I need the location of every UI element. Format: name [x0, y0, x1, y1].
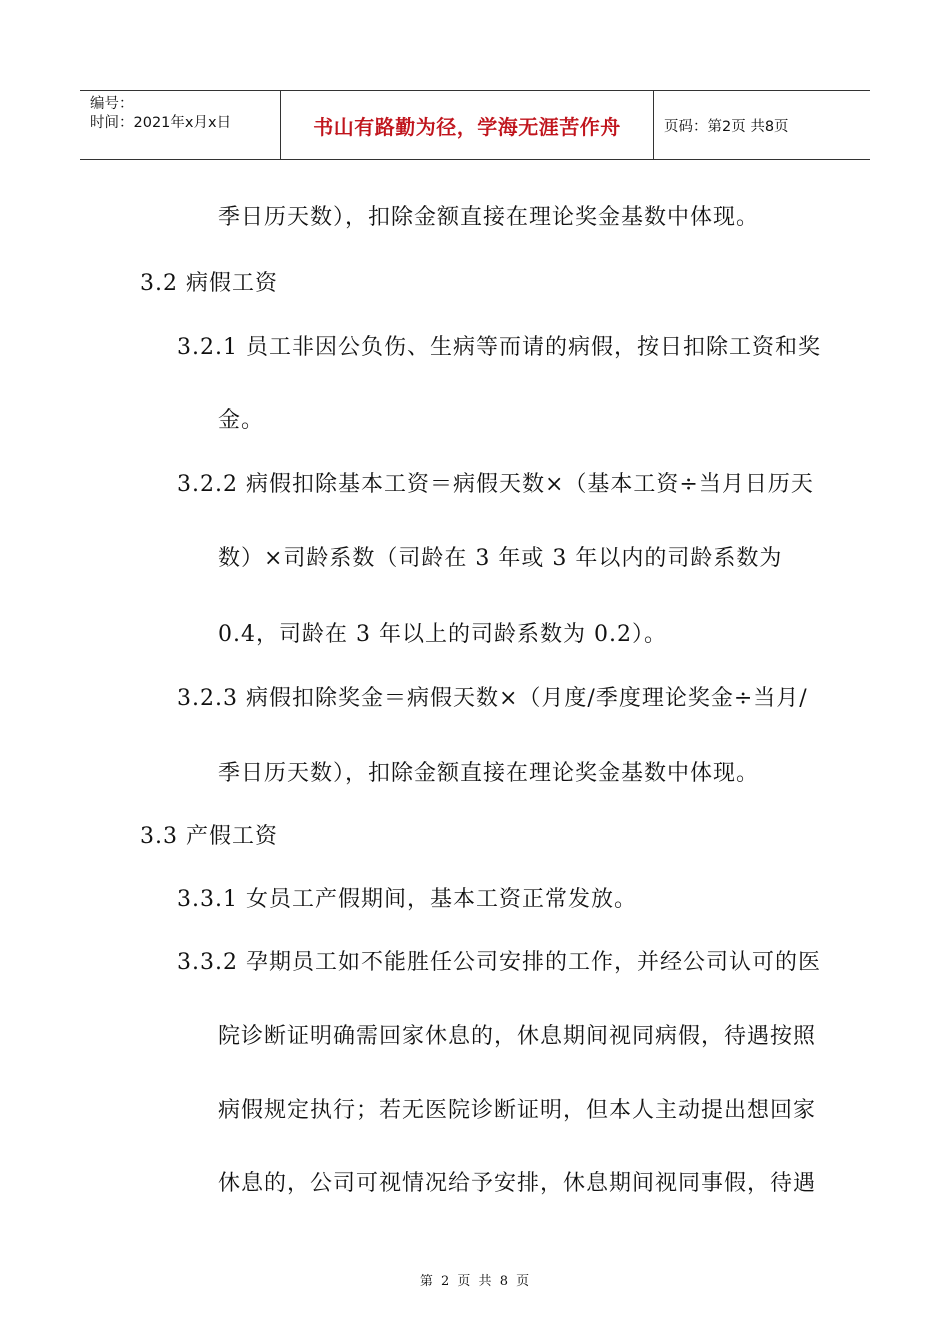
body-line: 数）×司龄系数（司龄在 3 年或 3 年以内的司龄系数为 — [218, 546, 783, 571]
body-line: 3.3.2 孕期员工如不能胜任公司安排的工作，并经公司认可的医 — [177, 950, 821, 975]
body-line: 3.3.1 女员工产假期间，基本工资正常发放。 — [177, 887, 637, 912]
header-page-info-cell — [654, 91, 870, 159]
body-line: 0.4，司龄在 3 年以上的司龄系数为 0.2）。 — [218, 622, 667, 647]
body-line: 病假规定执行；若无医院诊断证明，但本人主动提出想回家 — [218, 1098, 817, 1123]
section-heading-3-2: 3.2 病假工资 — [140, 271, 278, 296]
body-line: 3.2.2 病假扣除基本工资＝病假天数×（基本工资÷当月日历天 — [177, 472, 814, 497]
body-line: 休息的，公司可视情况给予安排，休息期间视同事假，待遇 — [218, 1171, 817, 1196]
body-line: 3.2.3 病假扣除奖金＝病假天数×（月度/季度理论奖金÷当月/ — [177, 686, 808, 711]
page-footer: 第 2 页 共 8 页 — [419, 1274, 531, 1289]
document-date: 时间：2021年x月x日 — [90, 115, 232, 131]
header-page-info: 页码：第2页 共8页 — [664, 118, 789, 135]
page-header — [80, 90, 870, 160]
body-line: 院诊断证明确需回家休息的，休息期间视同病假，待遇按照 — [218, 1024, 817, 1049]
section-heading-3-3: 3.3 产假工资 — [140, 824, 278, 849]
header-motto-cell — [281, 91, 654, 159]
body-line: 金。 — [218, 408, 265, 433]
header-meta — [80, 91, 281, 159]
header-motto: 书山有路勤为径，学海无涯苦作舟 — [313, 114, 621, 139]
body-line: 季日历天数），扣除金额直接在理论奖金基数中体现。 — [218, 205, 760, 230]
body-line: 3.2.1 员工非因公负伤、生病等而请的病假，按日扣除工资和奖 — [177, 335, 821, 360]
document-number-label: 编号： — [90, 96, 134, 112]
body-line: 季日历天数），扣除金额直接在理论奖金基数中体现。 — [218, 761, 760, 786]
